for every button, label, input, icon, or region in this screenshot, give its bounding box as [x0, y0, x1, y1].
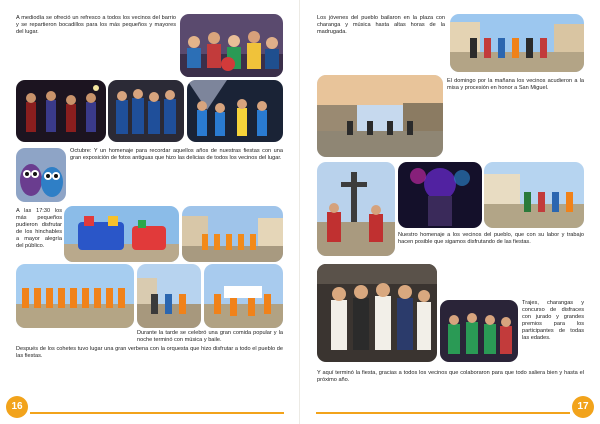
right-paragraph-4: Trajes, charangas y concurso de disfraces con jurado y grandes premios para los participantes de todas las edades.	[522, 300, 584, 341]
right-paragraph-2: El domingo por la mañana los vecinos acudieron a la misa y procesión en honor a San Miguel.	[447, 78, 584, 91]
right-footer-line	[316, 412, 570, 414]
photo-inflatables	[64, 206, 179, 262]
photo-religious-cross	[317, 162, 395, 256]
page-number-right: 17	[572, 396, 594, 418]
left-paragraph-5: Después de los cohetes tuvo lugar una gran verbena con la orquesta que hizo disfrutar a todo el pueblo de las fiestas.	[16, 346, 283, 359]
photo-party-lights	[187, 80, 283, 142]
left-footer-line	[30, 412, 284, 414]
photo-night-dancers	[16, 80, 106, 142]
right-page	[300, 0, 600, 424]
page-number-left: 16	[6, 396, 28, 418]
left-paragraph-2: Octubre: Y un homenaje para recordar aquellos años de nuestras fiestas con una gran exposición de fotos antiguas que hizo las delicias de todos los vecinos del lugar.	[70, 148, 283, 161]
photo-plaza-sunset	[317, 75, 443, 157]
photo-group-portrait	[317, 264, 437, 362]
photo-owl-mascots	[16, 148, 66, 202]
right-paragraph-5: Y aquí terminó la fiesta, gracias a todos los vecinos que colaboraron para que todo saliera bien y hasta el próximo año.	[317, 370, 584, 383]
left-paragraph-4: Durante la tarde se celebró una gran comida popular y la noche terminó con música y baile.	[137, 330, 283, 343]
photo-orange-team	[16, 264, 134, 328]
photo-children-street	[484, 162, 584, 228]
photo-crowd-street	[137, 264, 201, 328]
photo-crowd-carnival	[180, 14, 283, 77]
photo-street-gathering	[450, 14, 584, 72]
photo-stage-night	[398, 162, 482, 228]
right-paragraph-3: Nuestro homenaje a los vecinos del pueblo, que con su labor y trabajo hacen posible que sigamos disfrutando de las fiestas.	[398, 232, 584, 245]
photo-group-costumes	[108, 80, 184, 142]
photo-street-procession	[182, 206, 283, 262]
photo-kids-costumes	[440, 300, 518, 362]
right-paragraph-1: Los jóvenes del pueblo bailaron en la plaza con charanga y música hasta altas horas de la madrugada.	[317, 15, 445, 35]
photo-group-banner	[204, 264, 283, 328]
left-paragraph-1: A mediodía se ofreció un refresco a todos los vecinos del barrio y se repartieron bocadillos para los más pequeños y mayores del lugar.	[16, 15, 176, 35]
left-paragraph-3: A las 17:30 los más pequeños pudieron disfrutar de los hinchables a mayor alegría del público.	[16, 208, 62, 249]
